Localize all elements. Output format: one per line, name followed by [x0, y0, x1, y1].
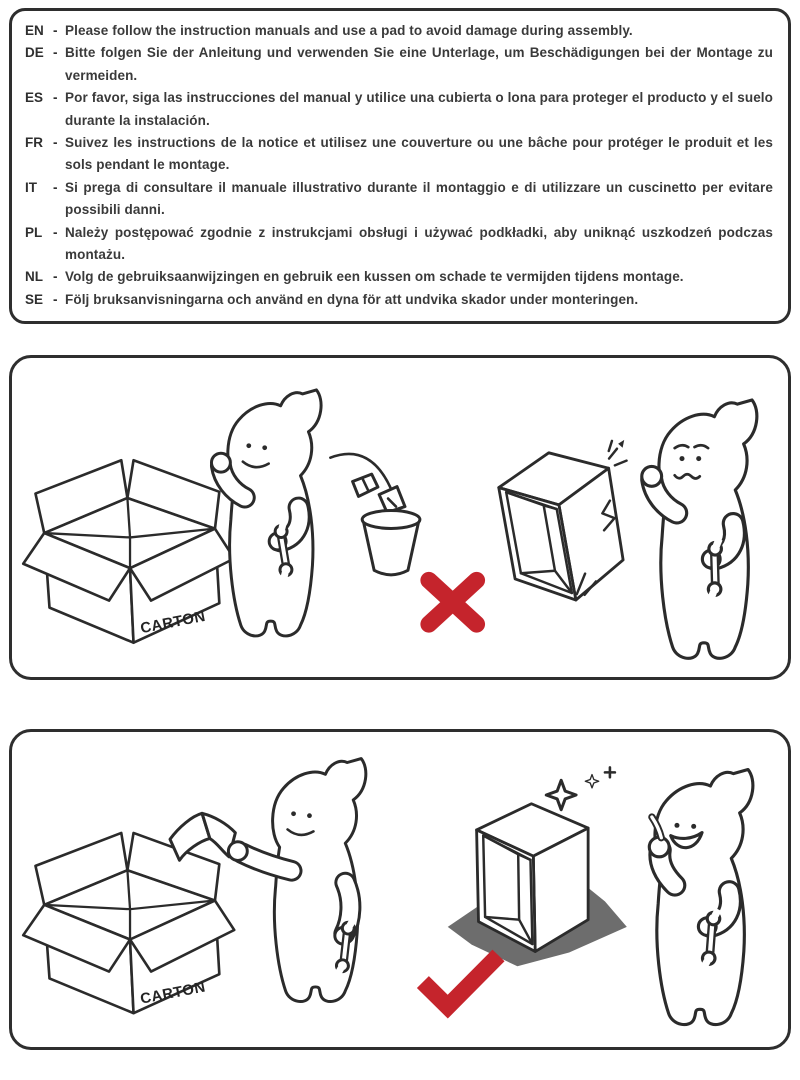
- right-way-illustration: [12, 732, 788, 1047]
- carton-box: [23, 461, 234, 643]
- notice-text: Please follow the instruction manuals and use a pad to avoid damage during assembly.: [65, 23, 633, 38]
- assembled-cabinet: [477, 804, 589, 952]
- separator: -: [53, 135, 58, 151]
- notice-text: Należy postępować zgodnie z instrukcjami obsługi i używać podkładki, aby uniknąć uszkodzeń podczas montażu.: [65, 224, 773, 263]
- language-code: EN: [25, 23, 44, 38]
- language-code: DE: [25, 45, 44, 61]
- language-code: IT: [25, 179, 37, 195]
- separator: -: [53, 224, 58, 240]
- carton-box: [23, 833, 234, 1013]
- carton-label: CARTON: [139, 609, 207, 638]
- manual-flying: [351, 472, 380, 499]
- notice-row-en: [25, 20, 773, 42]
- notice-row-es: [25, 87, 773, 132]
- separator: -: [53, 291, 58, 307]
- separator: -: [53, 179, 58, 195]
- separator: -: [53, 45, 58, 61]
- language-code: FR: [25, 135, 43, 151]
- notice-text: Volg de gebruiksaanwijzingen en gebruik een kussen om schade te vermijden tijdens montage.: [65, 269, 684, 285]
- manual-book-open: [168, 811, 237, 861]
- right-way-panel: [9, 729, 791, 1050]
- wrong-way-illustration: [12, 358, 788, 677]
- hand: [228, 842, 247, 861]
- wrong-way-panel: [9, 355, 791, 680]
- notice-text: Följ bruksanvisningarna och använd en dyna för att undvika skador under monteringen.: [65, 291, 639, 307]
- notice-row-de: [25, 42, 773, 87]
- notice-text: Por favor, siga las instrucciones del manual y utilice una cubierta o lona para proteger el producto y el suelo durante la instalación.: [65, 90, 773, 128]
- language-code: NL: [25, 269, 43, 285]
- notice-box: [9, 8, 791, 324]
- language-code: ES: [25, 90, 44, 106]
- damaged-cabinet: [494, 439, 647, 609]
- trash-bin-icon: [362, 487, 420, 575]
- separator: -: [53, 23, 58, 38]
- notice-text: Si prega di consultare il manuale illustrativo durante il montaggio e di utilizzare un cuscinetto per evitare possibili danni.: [65, 179, 773, 218]
- notice-row-se: [25, 289, 773, 311]
- mascot-worried: [642, 400, 757, 658]
- notice-row-nl: [25, 266, 773, 288]
- notice-row-it: [25, 177, 773, 222]
- notice-row-pl: [25, 222, 773, 267]
- sparkles-icon: [546, 768, 615, 810]
- carton-label: CARTON: [139, 979, 207, 1008]
- notice-row-fr: [25, 132, 773, 177]
- notice-text: Suivez les instructions de la notice et utilisez une couverture ou une bâche pour protéger le produit et les sols pendant le montage.: [65, 135, 773, 173]
- mascot-thumbs-up: [649, 770, 753, 1025]
- check-icon: [423, 956, 499, 1007]
- notice-text: Bitte folgen Sie der Anleitung und verwenden Sie eine Unterlage, um Beschädigungen bei der Montage zu vermeiden.: [65, 45, 773, 83]
- separator: -: [53, 90, 58, 106]
- language-code: PL: [25, 224, 43, 240]
- language-code: SE: [25, 291, 44, 307]
- impact-marks: [606, 439, 628, 466]
- cross-icon: [429, 581, 477, 625]
- separator: -: [53, 269, 58, 285]
- mascot-tossing-manual: [211, 390, 321, 636]
